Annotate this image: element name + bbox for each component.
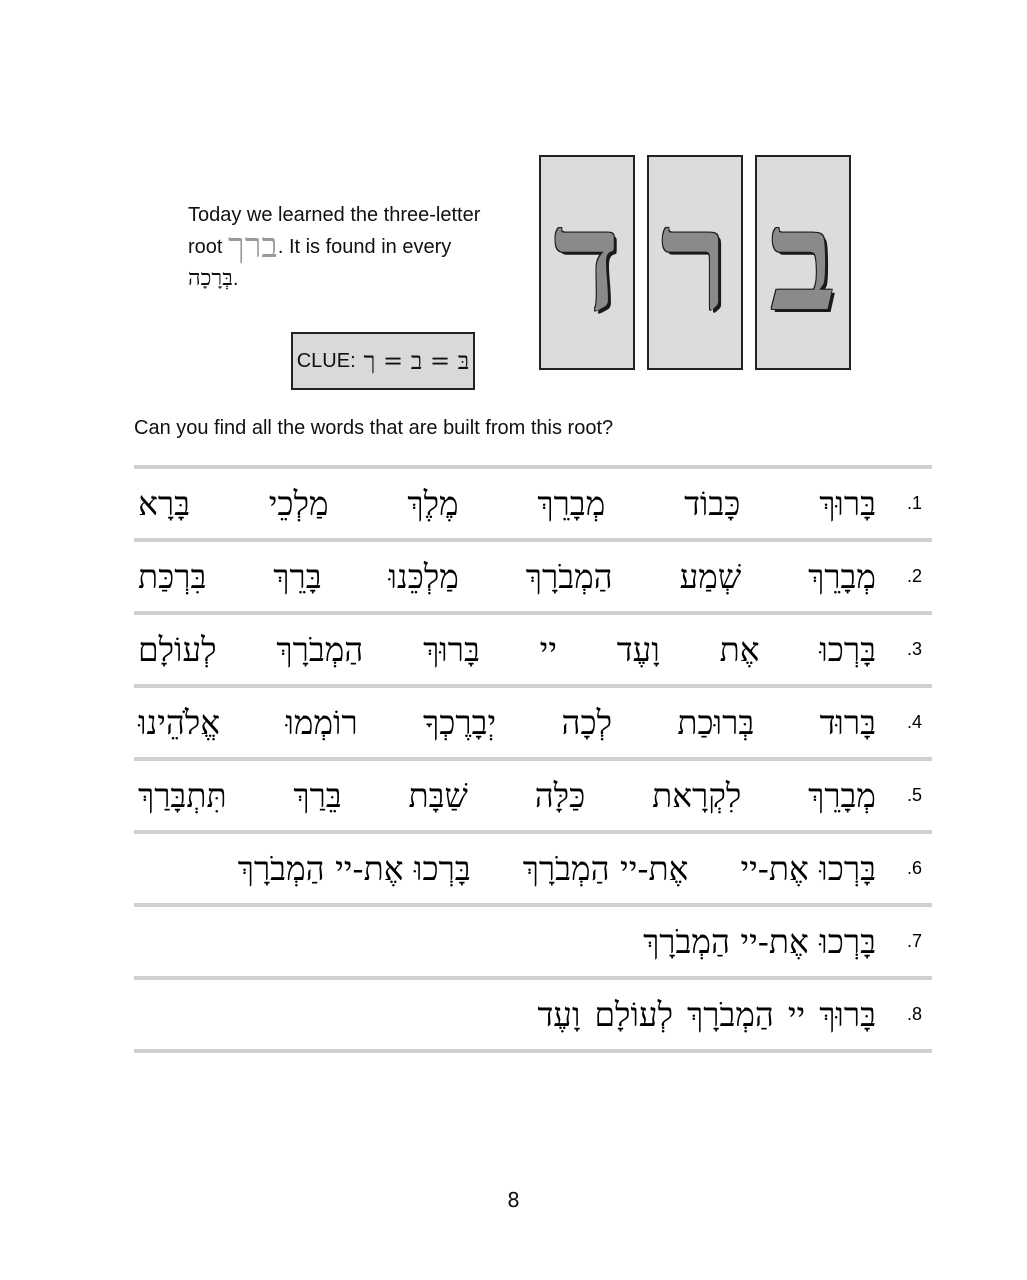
exercise-row-1	[134, 469, 932, 538]
hebrew-phrase[interactable]: בָּרְכוּ אֶת-יי הַמְבֹרָךְ	[237, 848, 471, 888]
hebrew-word[interactable]: וָעֶד	[616, 629, 660, 669]
hebrew-word[interactable]: מְבָרֵךְ	[537, 483, 606, 523]
hebrew-phrase[interactable]: בָּרְכוּ אֶת-יי הַמְבֹרָךְ	[643, 921, 876, 961]
hebrew-word[interactable]: בֵּרַךְ	[293, 775, 342, 815]
clue-label: CLUE:	[296, 349, 356, 372]
hebrew-word[interactable]: בָּרוּךְ	[423, 629, 480, 669]
root-tile-resh	[647, 155, 743, 370]
row-words	[138, 615, 876, 684]
question-text: Can you find all the words that are built from this root?	[134, 417, 614, 439]
row-number: .4	[906, 712, 922, 732]
exercise-row-7	[134, 907, 932, 976]
intro-root-word: ברך	[228, 226, 278, 266]
row-words	[138, 834, 876, 903]
exercise-row-6	[134, 834, 932, 903]
hebrew-word[interactable]: מַלְכֵּנוּ	[388, 556, 459, 596]
page-number: 8	[507, 1188, 520, 1212]
hebrew-word[interactable]: בִּרְכַּת	[138, 556, 207, 596]
row-number: .6	[906, 858, 922, 878]
root-tile-letter: ב	[769, 179, 837, 342]
row-words	[138, 542, 876, 611]
word-exercise	[134, 465, 932, 1053]
root-tile-letter: ר	[661, 179, 729, 342]
root-letter-tiles	[539, 155, 852, 370]
hebrew-word[interactable]: שַׁבָּת	[408, 775, 468, 815]
hebrew-word[interactable]: וָעֶד	[537, 994, 581, 1034]
hebrew-word[interactable]: מְבָרֵךְ	[808, 775, 876, 815]
row-words	[138, 980, 876, 1049]
hebrew-word[interactable]: לְעוֹלָם	[138, 629, 217, 669]
hebrew-word[interactable]: מַלְכֵי	[268, 483, 329, 523]
exercise-row-4	[134, 688, 932, 757]
hebrew-word[interactable]: בָּרְכוּ	[819, 629, 876, 669]
row-number: .2	[906, 566, 922, 586]
hebrew-word[interactable]: בָּרוּךְ	[819, 483, 876, 523]
row-number: .8	[906, 1004, 922, 1024]
exercise-row-3	[134, 615, 932, 684]
hebrew-word[interactable]: כָּבוֹד	[684, 483, 741, 523]
hebrew-word[interactable]: בָּרוּד	[819, 702, 876, 742]
row-words	[138, 469, 876, 538]
hebrew-word[interactable]: בְּרוּכַת	[677, 702, 755, 742]
hebrew-word[interactable]: אֶת	[719, 629, 760, 669]
hebrew-word[interactable]: כַּלָּה	[534, 775, 586, 815]
intro-berachah: בְּרָכָה	[188, 266, 233, 291]
row-number: .5	[906, 785, 922, 805]
hebrew-phrase[interactable]: אֶת-יי הַמְבֹרָךְ	[522, 848, 689, 888]
hebrew-word[interactable]: הַמְבֹרָךְ	[276, 629, 364, 669]
hebrew-word[interactable]: מְבָרֵךְ	[808, 556, 876, 596]
intro-line-2-suffix: . It is found in every	[277, 236, 452, 258]
hebrew-word[interactable]: בָּרֵךְ	[273, 556, 322, 596]
hebrew-phrase[interactable]: בָּרְכוּ אֶת-יי	[740, 848, 876, 888]
hebrew-word[interactable]: יי	[539, 629, 557, 669]
row-number: .1	[906, 493, 922, 513]
intro-text	[188, 200, 518, 295]
intro-line-1: Today we learned the three-letter	[188, 204, 481, 226]
hebrew-word[interactable]: הַמְבֹרָךְ	[525, 556, 613, 596]
row-divider	[134, 1049, 932, 1053]
exercise-row-5	[134, 761, 932, 830]
exercise-row-2	[134, 542, 932, 611]
intro-period: .	[232, 268, 239, 290]
hebrew-word[interactable]: לְעוֹלָם	[594, 994, 674, 1034]
exercise-row-8	[134, 980, 932, 1049]
row-words	[138, 688, 876, 757]
clue-equation: בּ = ב = ך	[363, 346, 470, 375]
row-words	[138, 907, 876, 976]
row-words	[138, 761, 876, 830]
root-tile-bet	[755, 155, 851, 370]
intro-line-2	[188, 226, 518, 266]
intro-line-3	[188, 263, 518, 295]
intro-root-prefix: root	[188, 236, 223, 258]
root-tile-dalet	[539, 155, 635, 370]
hebrew-word[interactable]: לִקְרָאת	[652, 775, 742, 815]
hebrew-word[interactable]: לְכָה	[561, 702, 613, 742]
hebrew-word[interactable]: אֱלֹהֵינוּ	[138, 702, 221, 742]
hebrew-word[interactable]: שְׁמַע	[679, 556, 742, 596]
hebrew-word[interactable]: רוֹמְמוּ	[285, 702, 358, 742]
hebrew-word[interactable]: יְבָרֶכְךָ	[423, 702, 497, 742]
hebrew-word[interactable]: הַמְבֹרָךְ	[687, 994, 774, 1034]
hebrew-word[interactable]: בָּרָא	[138, 483, 190, 523]
row-number: .7	[906, 931, 922, 951]
hebrew-word[interactable]: מֶלֶךְ	[407, 483, 459, 523]
root-tile-letter: ד	[553, 179, 621, 342]
hebrew-word[interactable]: בָּרוּךְ	[819, 994, 876, 1034]
hebrew-word[interactable]: תִּתְבָּרַךְ	[138, 775, 227, 815]
clue-box	[291, 332, 475, 390]
row-number: .3	[906, 639, 922, 659]
hebrew-word[interactable]: יי	[787, 994, 806, 1034]
